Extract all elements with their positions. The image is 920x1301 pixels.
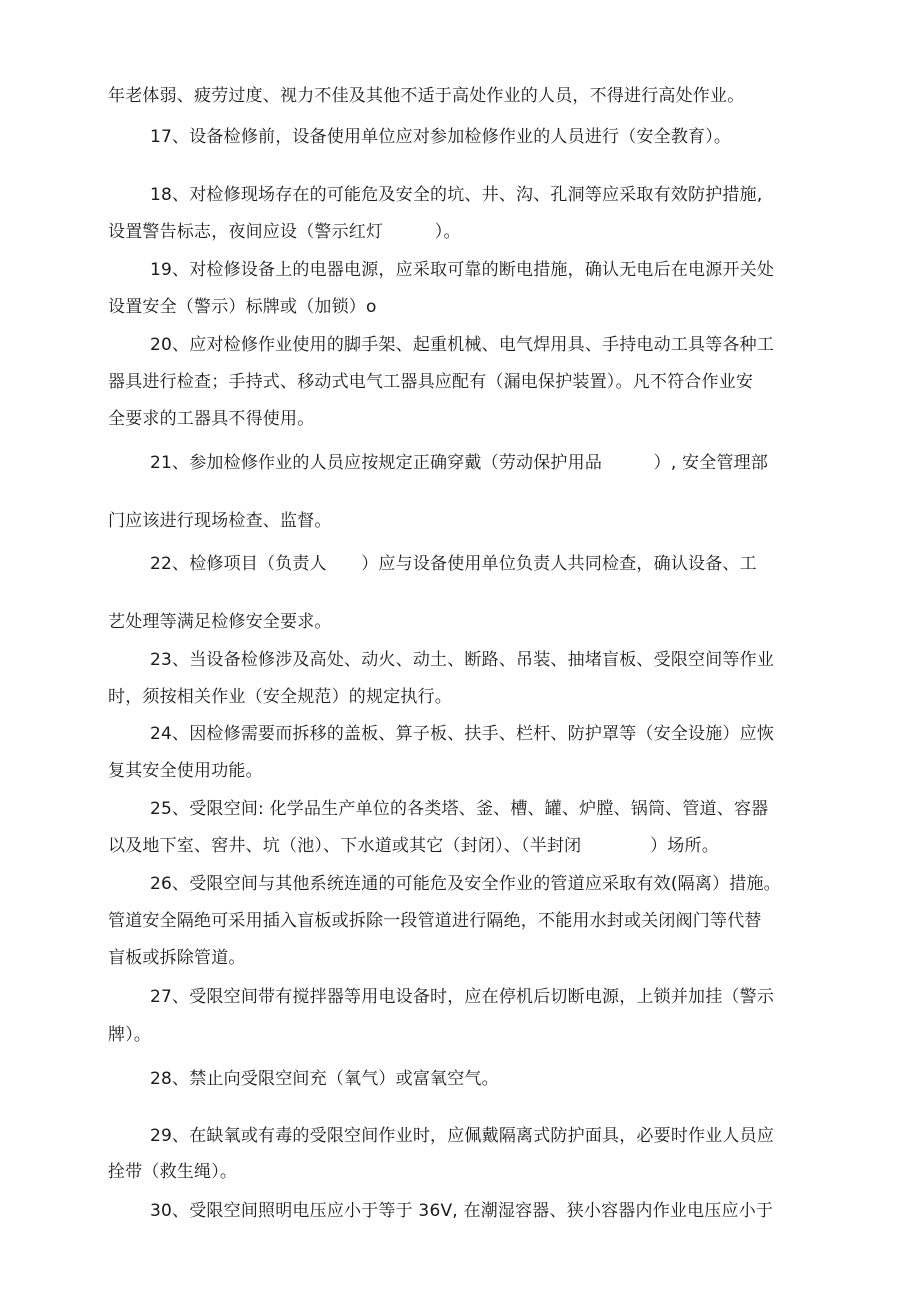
text-line: 管道安全隔绝可采用插入盲板或拆除一段管道进行隔绝，不能用水封或关闭阀门等代替	[108, 911, 762, 931]
text-line: 拴带（救生绳）。	[108, 1162, 238, 1182]
text-line: 以及地下室、窖井、坑（池）、下水道或其它（封闭）、（半封闭 ）场所。	[108, 836, 719, 856]
text-line: 设置警告标志，夜间应设（警示红灯 ）。	[108, 222, 461, 242]
text-line: 28、禁止向受限空间充（氧气）或富氧空气。	[150, 1069, 499, 1089]
text-line: 26、受限空间与其他系统连通的可能危及安全作业的管道应采取有效(隔离）措施。	[150, 874, 781, 894]
text-line: 门应该进行现场检查、监督。	[108, 511, 332, 531]
text-line: 22、检修项目（负责人 ）应与设备使用单位负责人共同检查，确认设备、工	[150, 554, 757, 574]
text-line: 30、受限空间照明电压应小于等于 36V, 在潮湿容器、狭小容器内作业电压应小于	[150, 1201, 774, 1221]
text-line: 21、参加检修作业的人员应按规定正确穿戴（劳动保护用品 ）, 安全管理部	[150, 453, 769, 473]
text-line: 全要求的工器具不得使用。	[108, 409, 315, 429]
text-line: 盲板或拆除管道。	[108, 948, 246, 968]
text-line: 年老体弱、疲劳过度、视力不佳及其他不适于高处作业的人员，不得进行高处作业。	[108, 86, 745, 106]
text-line: 20、应对检修作业使用的脚手架、起重机械、电气焊用具、手持电动工具等各种工	[150, 335, 775, 355]
text-line: 器具进行检查；手持式、移动式电气工器具应配有（漏电保护装置）。凡不符合作业安	[108, 372, 754, 392]
text-line: 复其安全使用功能。	[108, 761, 263, 781]
text-line: 19、对检修设备上的电器电源，应采取可靠的断电措施，确认无电后在电源开关处	[150, 260, 775, 280]
text-line: 时，须按相关作业（安全规范）的规定执行。	[108, 687, 452, 707]
text-line: 25、受限空间: 化学品生产单位的各类塔、釜、槽、罐、炉膛、锅筒、管道、容器	[150, 799, 769, 819]
text-line: 23、当设备检修涉及高处、动火、动土、断路、吊装、抽堵盲板、受限空间等作业	[150, 650, 775, 670]
text-line: 牌）。	[108, 1025, 152, 1045]
text-line: 27、受限空间带有搅拌器等用电设备时，应在停机后切断电源，上锁并加挂（警示	[150, 987, 775, 1007]
text-line: 艺处理等满足检修安全要求。	[108, 612, 332, 632]
text-line: 29、在缺氧或有毒的受限空间作业时，应佩戴隔离式防护面具，必要时作业人员应	[150, 1126, 775, 1146]
text-line: 设置安全（警示）标牌或（加锁）o	[108, 297, 377, 317]
text-line: 18、对检修现场存在的可能危及安全的坑、井、沟、孔洞等应采取有效防护措施,	[150, 185, 763, 205]
text-line: 17、设备检修前，设备使用单位应对参加检修作业的人员进行（安全教育）。	[150, 127, 732, 147]
text-line: 24、因检修需要而拆移的盖板、算子板、扶手、栏杆、防护罩等（安全设施）应恢	[150, 724, 775, 744]
